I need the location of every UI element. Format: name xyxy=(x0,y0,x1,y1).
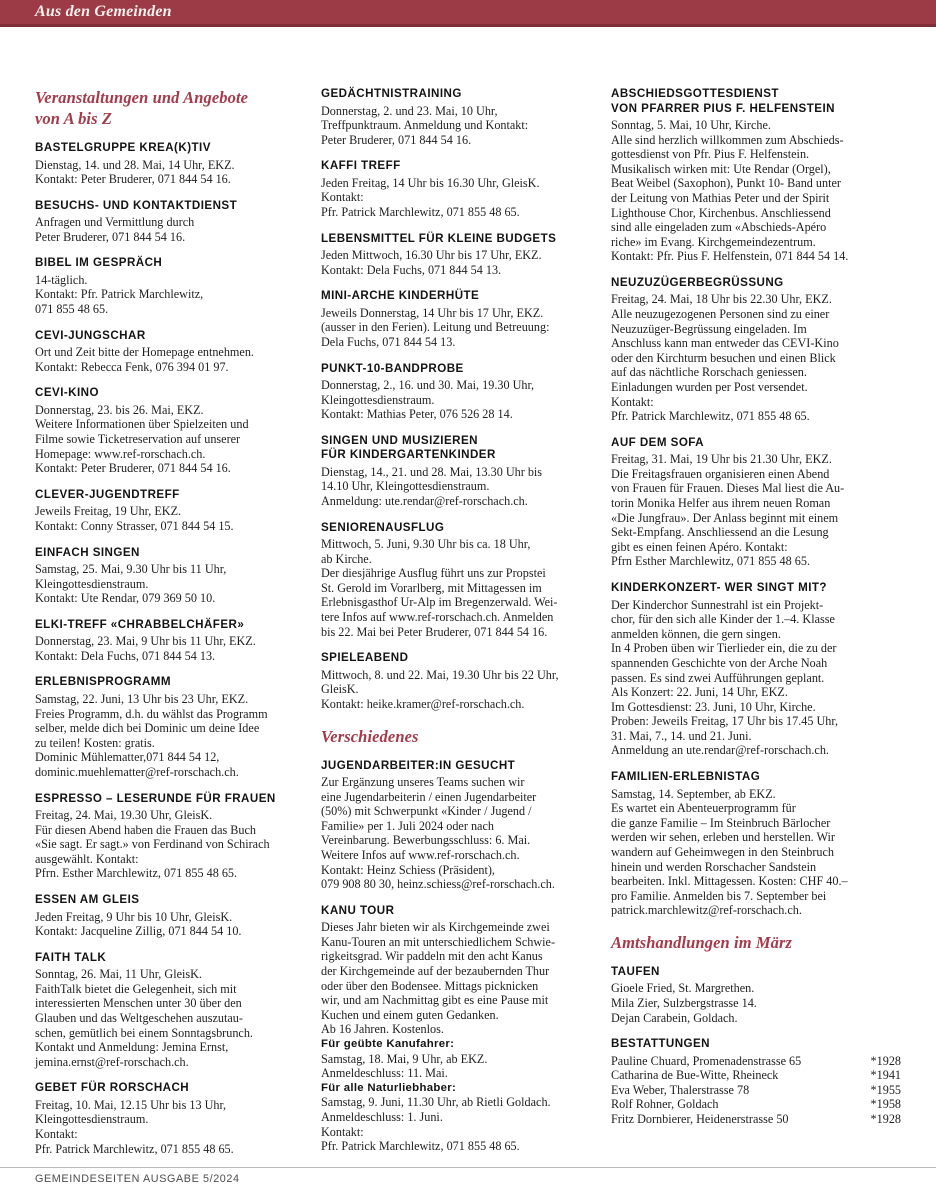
entry-line: In 4 Proben üben wir Tierlieder ein, die zu der xyxy=(611,641,837,656)
entry-line: tere Infos auf www.ref-rorschach.ch. Anmelden xyxy=(321,610,554,625)
entry-line: anmelden können, die gern singen. xyxy=(611,626,781,641)
entry-line: Weitere Infos auf www.ref-rorschach.ch. xyxy=(321,848,520,862)
entry-title: ELKI-TREFF «CHRABBELCHÄFER» xyxy=(35,617,245,631)
entry xyxy=(321,159,597,219)
entry-line: dominic.muehlematter@ref-rorschach.ch. xyxy=(35,764,239,779)
entry-line: Jeden Freitag, 14 Uhr bis 16.30 Uhr, GleisK. xyxy=(321,175,540,190)
entry-line: riche» im Evang. Kirchgemeindezentrum. xyxy=(611,234,816,249)
entry xyxy=(321,521,597,640)
entry xyxy=(611,770,901,918)
entry-line: Weitere Informationen über Spielzeiten und xyxy=(35,417,249,432)
entry-line: interessierten Menschen unter 30 über den xyxy=(35,996,242,1011)
entry-line: Als Konzert: 22. Juni, 14 Uhr, EKZ. xyxy=(611,685,788,700)
entry-line xyxy=(611,1054,901,1069)
entry-line: Erlebnisgasthof Ur-Alp im Bregenzerwald. Wei- xyxy=(321,595,558,610)
entry-line: wandern auf Geheimwegen in den Steinbruch xyxy=(611,844,835,859)
entry-line: Mittwoch, 8. und 22. Mai, 19.30 Uhr bis 22 Uhr, xyxy=(321,667,559,682)
entry-line: auf das nächtliche Rorschach geniessen. xyxy=(611,365,807,380)
entry-subheading: Für geübte Kanufahrer: xyxy=(321,1038,455,1051)
entry-line: 14.10 Uhr, Kleingottesdienstraum. xyxy=(321,479,490,494)
entry-line: Dienstag, 14. und 28. Mai, 14 Uhr, EKZ. xyxy=(35,157,235,172)
entry-title: GEDÄCHTNISTRAINING xyxy=(321,87,462,100)
entry-line: Kontakt: Pfr. Pius F. Helfenstein, 071 844 54 14. xyxy=(611,249,849,264)
entry-line: Die Freitagsfrauen organisieren einen Abend xyxy=(611,466,830,481)
entry-line: schen, gemütlich bei einem Sonntagsbrunch. xyxy=(35,1025,253,1040)
deceased-name: Eva Weber, Thalerstrasse 78 xyxy=(611,1082,750,1097)
entry-line: Sonntag, 5. Mai, 10 Uhr, Kirche. xyxy=(611,118,771,132)
entry-title: ESPRESSO – LESERUNDE FÜR FRAUEN xyxy=(35,791,276,805)
birth-year: *1955 xyxy=(870,1082,901,1097)
entry-line: bearbeiten. Inkl. Mittagessen. Kosten: CHF 40.– xyxy=(611,874,848,889)
entry-line: Ab 16 Jahren. Kostenlos. xyxy=(321,1022,444,1037)
entry-line: Kontakt: xyxy=(321,190,364,205)
entry xyxy=(35,893,307,939)
entry-line: patrick.marchlewitz@ref-rorschach.ch. xyxy=(611,903,802,918)
entry-line: Freitag, 10. Mai, 12.15 Uhr bis 13 Uhr, xyxy=(35,1097,227,1112)
entry-line: 079 908 80 30, heinz.schiess@ref-rorschach.ch. xyxy=(321,877,555,892)
entry-title: SINGEN UND MUSIZIEREN FÜR KINDERGARTENKINDER xyxy=(321,433,496,462)
entry xyxy=(35,951,307,1070)
entry-line: selber, melde dich bei Dominic um deine Idee xyxy=(35,721,260,736)
entry-line: Mittwoch, 5. Juni, 9.30 Uhr bis ca. 18 Uhr, xyxy=(321,537,531,552)
entry-line: Kontakt: xyxy=(35,1127,78,1142)
entry-line: oder über den Bodensee. Mittags picknicken xyxy=(321,978,539,993)
entry-line: Familie» per 1. Juli 2024 oder nach xyxy=(321,818,494,833)
entry-title: PUNKT-10-BANDPROBE xyxy=(321,361,464,375)
entry-line: Kleingottesdienstraum. xyxy=(35,576,149,591)
entry-line: Anfragen und Vermittlung durch xyxy=(35,215,195,230)
entry-line: 14-täglich. xyxy=(35,272,88,287)
entry-line: Freitag, 24. Mai, 18 Uhr bis 22.30 Uhr, EKZ. xyxy=(611,292,832,307)
entry-line xyxy=(611,1112,901,1127)
entry-title: EINFACH SINGEN xyxy=(35,545,140,559)
entry-line: Kontakt: Dela Fuchs, 071 844 54 13. xyxy=(35,648,216,663)
entry-line: Filme sowie Ticketreservation auf unserer xyxy=(35,432,241,447)
entry-line: torin Monika Helfer aus ihrem neuen Roman xyxy=(611,496,831,511)
deceased-name: Rolf Rohner, Goldach xyxy=(611,1097,719,1112)
entry-line: Kleingottesdienstraum. xyxy=(321,392,435,407)
entry xyxy=(611,965,901,1025)
entry-line: die ganze Familie – Im Steinbruch Bärlocher xyxy=(611,815,831,830)
entry xyxy=(611,436,901,569)
entry-line: Dieses Jahr bieten wir als Kirchgemeinde zwei xyxy=(321,920,550,935)
entry-line: Anmeldung an ute.rendar@ref-rorschach.ch. xyxy=(611,743,829,758)
entry-line: Pfrn Esther Marchlewitz, 071 855 48 65. xyxy=(611,554,811,569)
entry xyxy=(35,329,307,375)
entry-line: Dominic Mühlematter,071 844 54 12, xyxy=(35,750,220,765)
entry-line: bis 22. Mai bei Peter Bruderer, 071 844 54 16. xyxy=(321,624,548,639)
entry-line: «Die Jungfrau». Der Anlass beginnt mit einem xyxy=(611,510,839,525)
entry-line: Beat Weibel (Saxophon), Punkt 10- Band unter xyxy=(611,176,841,191)
entry-line: Alle sind herzlich willkommen zum Abschieds- xyxy=(611,132,844,147)
entry-line: der Kirchgemeinde auf der bezaubernden Thur xyxy=(321,964,550,979)
entry-line: Kanu-Touren an mit unterschiedlichem Schwie- xyxy=(321,934,556,949)
entry-line: Neuzuzüger-Begrüssung eingeladen. Im xyxy=(611,321,807,336)
entry-line: Dienstag, 14., 21. und 28. Mai, 13.30 Uhr bis xyxy=(321,464,543,479)
entry-line: spannenden Geschichte von der Arche Noah xyxy=(611,655,828,670)
entry-line: Der diesjährige Ausflug führt uns zur Propstei xyxy=(321,566,546,581)
entry xyxy=(321,434,597,509)
entry xyxy=(35,792,307,881)
entry xyxy=(35,256,307,316)
entry-line: Kontakt: Rebecca Fenk, 076 394 01 97. xyxy=(35,359,229,374)
entry-line: Mila Zier, Sulzbergstrasse 14. xyxy=(611,996,757,1010)
entry-line: Kontakt: Mathias Peter, 076 526 28 14. xyxy=(321,407,513,422)
section-heading: Veranstaltungen und Angebote von A bis Z xyxy=(35,88,249,128)
entry-title: SENIORENAUSFLUG xyxy=(321,520,445,534)
entry-line: Donnerstag, 23. Mai, 9 Uhr bis 11 Uhr, EKZ. xyxy=(35,634,256,649)
section-heading: Verschiedenes xyxy=(321,726,419,746)
entry-line: Anmeldeschluss: 1. Juni. xyxy=(321,1110,443,1124)
entry-title: JUGENDARBEITER:IN GESUCHT xyxy=(321,758,516,772)
deceased-name: Pauline Chuard, Promenadenstrasse 65 xyxy=(611,1053,802,1068)
entry-line: FaithTalk bietet die Gelegenheit, sich mit xyxy=(35,981,237,996)
footer-issue-label: GEMEINDESEITEN AUSGABE 5/2024 xyxy=(35,1173,240,1185)
entry-line: Kontakt: Peter Bruderer, 071 844 54 16. xyxy=(35,172,231,187)
entry-line: Kontakt: Peter Bruderer, 071 844 54 16. xyxy=(35,461,231,476)
entry-line: gottesdienst von Pfr. Pius F. Helfenstein. xyxy=(611,147,810,162)
entry-title: SPIELEABEND xyxy=(321,651,409,665)
entry-line: Anschluss kann man entweder das CEVI-Kino xyxy=(611,336,839,351)
entry xyxy=(611,1037,901,1126)
entry-line: Jeweils Donnerstag, 14 Uhr bis 17 Uhr, EKZ. xyxy=(321,305,544,320)
entry-line: ab Kirche. xyxy=(321,551,372,566)
entry-line: chor, für den sich alle Kinder der 1.–4. Klasse xyxy=(611,612,835,627)
section-heading: Amtshandlungen im März xyxy=(611,932,793,952)
entry-line: Jeden Mittwoch, 16.30 Uhr bis 17 Uhr, EKZ. xyxy=(321,248,542,263)
entry-line: Samstag, 18. Mai, 9 Uhr, ab EKZ. xyxy=(321,1051,488,1066)
entry xyxy=(611,87,901,264)
footer-divider xyxy=(0,1167,936,1168)
entry-line: ausgewählt. Kontakt: xyxy=(35,851,139,866)
entry-line: Pfr. Patrick Marchlewitz, 071 855 48 65. xyxy=(321,204,520,219)
entry-line: Donnerstag, 23. bis 26. Mai, EKZ. xyxy=(35,402,204,417)
entry-line: Samstag, 22. Juni, 13 Uhr bis 23 Uhr, EKZ. xyxy=(35,691,249,706)
entry-line: Kontakt: Dela Fuchs, 071 844 54 13. xyxy=(321,262,502,277)
entry-line: Donnerstag, 2., 16. und 30. Mai, 19.30 Uhr, xyxy=(321,378,535,393)
entry-title: ESSEN AM GLEIS xyxy=(35,893,140,906)
entry-title: CEVI-JUNGSCHAR xyxy=(35,328,146,342)
entry xyxy=(321,904,597,1154)
page-title: Aus den Gemeinden xyxy=(35,3,172,20)
entry-line: Treffpunktraum. Anmeldung und Kontakt: xyxy=(321,118,529,133)
entry-line: Sonntag, 26. Mai, 11 Uhr, GleisK. xyxy=(35,967,202,982)
entry-title: BASTELGRUPPE KREA(K)TIV xyxy=(35,141,211,154)
entry-title: BESTATTUNGEN xyxy=(611,1037,711,1051)
entry-line: Kontakt: Pfr. Patrick Marchlewitz, xyxy=(35,287,204,302)
entry-line: Ort und Zeit bitte der Homepage entnehmen. xyxy=(35,345,254,360)
entry-line: Für diesen Abend haben die Frauen das Buch xyxy=(35,822,257,837)
entry-line: Kontakt: Conny Strasser, 071 844 54 15. xyxy=(35,518,234,533)
entry-line: Jeden Freitag, 9 Uhr bis 10 Uhr, GleisK. xyxy=(35,909,233,924)
entry-line: Freitag, 31. Mai, 19 Uhr bis 21.30 Uhr, EKZ. xyxy=(611,452,832,467)
birth-year: *1928 xyxy=(870,1112,901,1127)
entry-line: zu teilen! Kosten: gratis. xyxy=(35,735,155,750)
entry-title: CLEVER-JUGENDTREFF xyxy=(35,487,180,501)
entry xyxy=(321,289,597,349)
entry xyxy=(35,386,307,475)
entry-title: GEBET FÜR RORSCHACH xyxy=(35,1081,190,1095)
entry-line: 31. Mai, 7., 14. und 21. Juni. xyxy=(611,728,752,743)
entry-line: gibt es einen feinen Apéro. Kontakt: xyxy=(611,539,788,554)
entry-line: Kontakt: xyxy=(321,1124,364,1139)
entry xyxy=(35,1081,307,1156)
entry-line: (ausser in den Ferien). Leitung und Betreuung: xyxy=(321,320,550,335)
column-3 xyxy=(611,87,901,1156)
entry-title: KAFFI TREFF xyxy=(321,159,401,173)
entry-line: von Frauen für Frauen. Dieses Mal liest die Au- xyxy=(611,481,845,496)
entry-line: sind alle eingeladen zum «Abschieds-Apéro xyxy=(611,220,827,235)
entry-line: Es wartet ein Abenteuerprogramm für xyxy=(611,801,796,816)
entry-title: BIBEL IM GESPRÄCH xyxy=(35,256,163,270)
columns xyxy=(35,87,901,1156)
entry xyxy=(35,141,307,187)
entry-title: CEVI-KINO xyxy=(35,386,99,400)
entry-line xyxy=(611,1068,901,1083)
entry-title: KINDERKONZERT- WER SINGT MIT? xyxy=(611,581,827,595)
entry-title: BESUCHS- UND KONTAKTDIENST xyxy=(35,198,238,212)
entry xyxy=(35,488,307,534)
birth-year: *1958 xyxy=(870,1097,901,1112)
entry-line: Lighthouse Chor, Kirchenbus. Anschliessend xyxy=(611,205,831,220)
entry-line: Kontakt: Heinz Schiess (Präsident), xyxy=(321,862,495,877)
entry-line: Samstag, 9. Juni, 11.30 Uhr, ab Rietli Goldach. xyxy=(321,1095,551,1110)
entry-line: Pfr. Patrick Marchlewitz, 071 855 48 65. xyxy=(35,1141,234,1156)
entry-line: Musikalisch wirken mit: Ute Rendar (Orgel), xyxy=(611,161,831,176)
entry-title: FAMILIEN-ERLEBNISTAG xyxy=(611,770,761,784)
entry-line: Donnerstag, 2. und 23. Mai, 10 Uhr, xyxy=(321,103,498,118)
entry xyxy=(321,232,597,278)
entry-line: passen. Es sind zwei Aufführungen geplant. xyxy=(611,670,825,685)
column-2 xyxy=(321,87,597,1156)
entry xyxy=(35,546,307,606)
entry-line: jemina.ernst@ref-rorschach.ch. xyxy=(35,1054,189,1069)
entry-line: Alle neuzugezogenen Personen sind zu einer xyxy=(611,307,830,322)
entry-line: Im Gottesdienst: 23. Juni, 10 Uhr, Kirche. xyxy=(611,699,816,714)
entry-line: Kuchen und einem guten Gedanken. xyxy=(321,1007,499,1022)
entry-line: rigkeitsgrad. Wir paddeln mit den acht Kanus xyxy=(321,949,543,964)
entry xyxy=(611,581,901,758)
entry-line: Pfrn. Esther Marchlewitz, 071 855 48 65. xyxy=(35,866,238,881)
entry-line: Pfr. Patrick Marchlewitz, 071 855 48 65. xyxy=(321,1139,520,1154)
entry-title: ERLEBNISPROGRAMM xyxy=(35,675,172,689)
deceased-name: Fritz Dornbierer, Heidenerstrasse 50 xyxy=(611,1112,789,1127)
entry-line: Freies Programm, d.h. du wählst das Programm xyxy=(35,706,268,721)
entry-line: Jeweils Freitag, 19 Uhr, EKZ. xyxy=(35,504,182,519)
deceased-name: Catharina de Bue-Witte, Rheineck xyxy=(611,1068,779,1083)
entry-line: hinein und werden Rorschacher Sandstein xyxy=(611,859,817,874)
entry xyxy=(321,651,597,711)
entry-line: Peter Bruderer, 071 844 54 16. xyxy=(321,132,472,147)
entry-line: Kontakt: heike.kramer@ref-rorschach.ch. xyxy=(321,696,525,711)
entry-line: Anmeldung: ute.rendar@ref-rorschach.ch. xyxy=(321,494,528,508)
entry-line: GleisK. xyxy=(321,682,359,697)
entry xyxy=(321,362,597,422)
entry-line: wir, und am Nachmittag gibt es eine Pause mit xyxy=(321,993,549,1008)
entry xyxy=(35,618,307,664)
column-1 xyxy=(35,87,307,1156)
entry-line: eine Jugendarbeiterin / einen Jugendarbeiter xyxy=(321,789,537,804)
entry-line: Pfr. Patrick Marchlewitz, 071 855 48 65. xyxy=(611,409,810,424)
entry-line: Gioele Fried, St. Margrethen. xyxy=(611,981,755,996)
entry-line: oder den Kirchturm besuchen und einen Blick xyxy=(611,350,836,365)
entry-line: Samstag, 14. September, ab EKZ. xyxy=(611,786,776,801)
entry-line: pro Familie. Anmelden bis 7. September bei xyxy=(611,888,827,903)
entry-line: Dejan Carabein, Goldach. xyxy=(611,1010,738,1025)
page-header-bar xyxy=(0,0,936,27)
entry-title: FAITH TALK xyxy=(35,950,107,964)
entry-line: Samstag, 25. Mai, 9.30 Uhr bis 11 Uhr, xyxy=(35,562,227,576)
entry-line: Proben: Jeweils Freitag, 17 Uhr bis 17.45 Uhr, xyxy=(611,714,838,729)
entry-title: KANU TOUR xyxy=(321,903,395,917)
entry-title: TAUFEN xyxy=(611,964,660,978)
entry-line: Der Kinderchor Sunnestrahl ist ein Projekt- xyxy=(611,597,824,612)
entry-line: Kontakt: Jacqueline Zillig, 071 844 54 10. xyxy=(35,924,242,939)
entry xyxy=(321,87,597,147)
entry-line: Glauben und das Weltgeschehen auszutau- xyxy=(35,1010,243,1025)
entry-line: Kleingottesdienstraum. xyxy=(35,1112,149,1127)
entry xyxy=(35,199,307,245)
entry-line: Freitag, 24. Mai, 19.30 Uhr, GleisK. xyxy=(35,808,213,823)
entry-title: LEBENSMITTEL FÜR KLEINE BUDGETS xyxy=(321,231,557,245)
entry-line: der Leitung von Mathias Peter und der Spirit xyxy=(611,190,830,205)
entry-line: Einladungen wurden per Post versendet. xyxy=(611,380,808,394)
entry xyxy=(321,759,597,892)
entry-line: Kontakt: xyxy=(611,394,654,409)
entry-title: NEUZUZÜGERBEGRÜSSUNG xyxy=(611,275,784,289)
birth-year: *1928 xyxy=(870,1053,901,1068)
entry-line: Kontakt: Ute Rendar, 079 369 50 10. xyxy=(35,591,216,606)
entry-subheading: Für alle Naturliebhaber: xyxy=(321,1081,457,1094)
entry-line: Anmeldeschluss: 11. Mai. xyxy=(321,1066,448,1081)
entry-line: Vereinbarung. Bewerbungsschluss: 6. Mai. xyxy=(321,833,531,848)
entry-line: St. Gerold im Vorarlberg, mit Mittagessen im xyxy=(321,580,542,595)
entry-line: «Sie sagt. Er sagt.» von Ferdinand von Schirach xyxy=(35,837,270,852)
entry xyxy=(35,675,307,779)
entry-line: (50%) mit Schwerpunkt «Kinder / Jugend / xyxy=(321,804,532,819)
entry-line xyxy=(611,1083,901,1098)
entry-line: Zur Ergänzung unseres Teams suchen wir xyxy=(321,775,525,790)
entry-title: ABSCHIEDSGOTTESDIENST VON PFARRER PIUS F. HELFENSTEIN xyxy=(611,87,835,115)
entry-line: Sekt-Empfang. Anschliessend an die Lesung xyxy=(611,525,829,540)
entry xyxy=(611,276,901,424)
entry-line: Homepage: www.ref-rorschach.ch. xyxy=(35,446,206,461)
birth-year: *1941 xyxy=(870,1068,901,1083)
entry-line: werden wir sehen, erleben und herstellen. Wir xyxy=(611,830,835,845)
entry-line: Kontakt und Anmeldung: Jemina Ernst, xyxy=(35,1040,229,1055)
entry-line: Dela Fuchs, 071 844 54 13. xyxy=(321,334,456,349)
entry-line: 071 855 48 65. xyxy=(35,302,109,317)
entry-title: AUF DEM SOFA xyxy=(611,435,704,449)
entry-line: Peter Bruderer, 071 844 54 16. xyxy=(35,229,186,244)
entry-title: MINI-ARCHE KINDERHÜTE xyxy=(321,289,480,303)
entry-line xyxy=(611,1097,901,1112)
